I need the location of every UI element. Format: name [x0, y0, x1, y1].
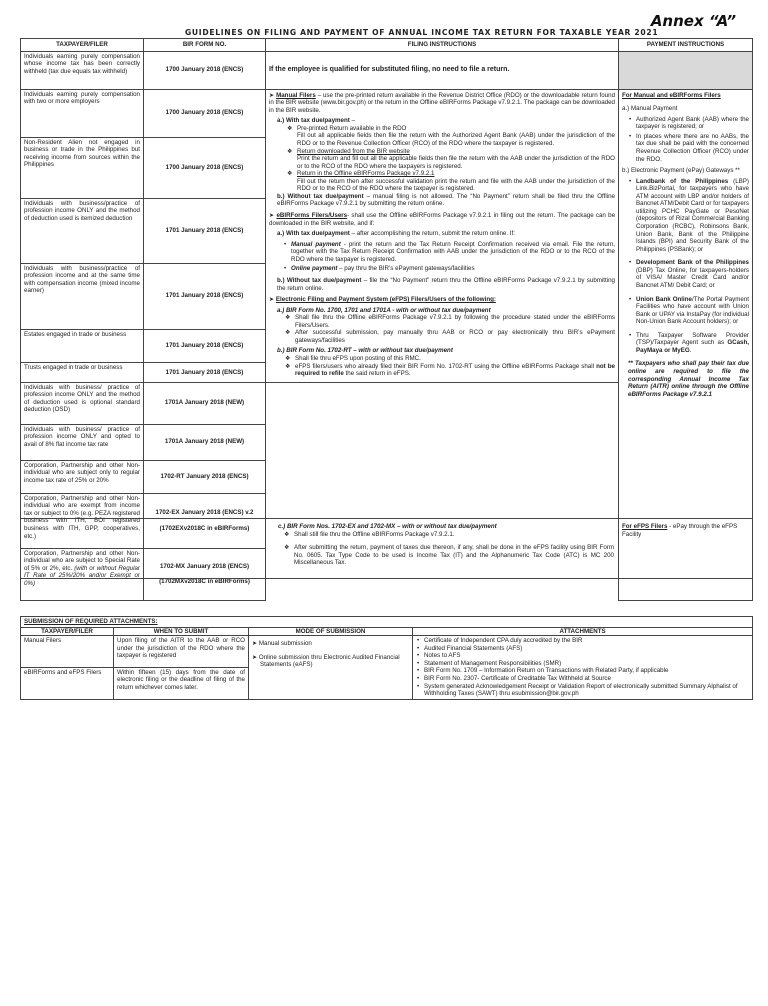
online-payment-text: – pay thru the BIR’s ePayment gateways/facilities: [337, 265, 475, 273]
att-list-cell: [413, 636, 753, 700]
efps-b-item-2-bold: not be required to refile: [295, 362, 615, 378]
filer-cell: Individuals earning purely compensation with two or more employers: [21, 89, 144, 137]
dbp-text: (DBP) Tax Online, for taxpayers-holders of VISA/ Master Credit Card and/or Bancnet ATM/ Debit Card; or: [636, 266, 749, 289]
table-row: [21, 636, 753, 668]
filing-instructions-manual-ebir: [266, 89, 619, 382]
form-number: 1702-MX January 2018 (ENCS): [159, 562, 250, 570]
filer-cell: Corporation, Partnership and other Non-individual who are exempt from income tax or subject to 0% (e.g. PEZA registered business with ITH, BOI registered business with ITH, GPP, cooperatives, etc.): [21, 493, 144, 548]
efps-c-item-2: ❖ After submitting the return, payment of taxes due thereon, if any, shall be done in the eFPS facility using BIR Form No. 0605. Tax Type Code to be used is Income Tax (IT) and the Alphanumeric Tax Code (ATC) is MC 200 Miscellaneous Tax.: [284, 544, 614, 567]
with-tax-due-label: a.) With tax due/payment: [277, 117, 350, 125]
attachments-title: SUBMISSION OF REQUIRED ATTACHMENTS:: [21, 617, 753, 628]
filer-cell: Individuals earning purely compensation whose income tax has been correctly withheld (tax due equals tax withheld): [21, 51, 144, 89]
online-payment-item: [291, 265, 615, 273]
efps-payment-label: For eFPS Filers: [622, 523, 668, 530]
filer-cell: Individuals with business/ practice of profession income ONLY and the method of deduction used is optional standard deduction (OSD): [21, 382, 144, 424]
col-header-form: BIR FORM NO.: [144, 39, 266, 52]
main-table-header: [21, 39, 753, 52]
list-item: • Statement of Management Responsibilities (SMR): [424, 660, 749, 668]
option-offline-package-text: Fill out the return then after successful validation print the return and file with the AAB under the jurisdiction of the RDO or to the RCO of the RDO where the taxpayer is registered.: [297, 177, 615, 193]
list-item: • Notes to AFS: [424, 652, 749, 660]
option-offline-package: ❖ Return in the Offline eBIRForms Package v7.9.2.1: [287, 170, 615, 178]
form-cell: 1700 January 2018 (ENCS): [144, 137, 266, 198]
manual-payment-text: - print the return and the Tax Return Receipt Confirmation received via email. File the return, together with the Tax Return Receipt Confirmation with AAB under the jurisdiction of the RDO or to the RCO of the RDO where the taxpayer is registered.: [291, 240, 615, 263]
efps-c-item-1: ❖ Shall still file thru the Offline eBIRForms Package v7.9.2.1.: [284, 531, 614, 539]
table-row: [21, 519, 753, 579]
table-row: [21, 89, 753, 137]
filer-cell: Individuals with business/ practice of profession income ONLY and opted to avail of 8% flat income tax rate: [21, 424, 144, 460]
ebir-with-tax-due-label: a.) With tax due/payment: [277, 230, 350, 238]
ebir-without-tax-due-text: – file the “No Payment” return thru the Offline eBIRForms Package v7.9.2.1 by submitting the return online.: [277, 276, 615, 292]
form-cell: 1700 January 2018 (ENCS): [144, 89, 266, 137]
filer-cell: Corporation, Partnership and other Non-individual who are subject only to regular income tax rate of 25% or 20%: [21, 460, 144, 493]
form-cell: 1701A January 2018 (NEW): [144, 382, 266, 424]
annex-label: Annex “A”: [650, 12, 736, 30]
online-payment-label: Online payment: [291, 265, 338, 273]
option-preprinted: ❖ Pre-printed Return available in the RDO: [287, 125, 615, 133]
online-payment-note: ** Taxpayers who shall pay their tax due online are required to file the corresponding Annual Income Tax Return (AITR) online through the Offline eBIRForms Package v7.9.2.1: [628, 360, 749, 398]
efps-filers-label: Electronic Filing and Payment System (eFPS) Filers/Users of the following:: [275, 296, 496, 304]
efps-continuation-table: [20, 518, 753, 579]
form-cell: 1700 January 2018 (ENCS): [144, 51, 266, 89]
manual-filers-label: Manual Filers: [276, 91, 316, 99]
filer-text: Corporation, Partnership and other Non-individual who are subject to Special Rate of 5% or 2%, etc.: [24, 549, 140, 572]
unionbank-item: [636, 296, 749, 326]
form-number: 1702-EX January 2018 (ENCS) v.2: [155, 509, 254, 517]
epay-heading: b.) Electronic Payment (ePay) Gateways **: [622, 167, 740, 175]
manual-payment-label: Manual payment: [291, 240, 341, 248]
rco-item: • In places where there are no AABs, the tax due shall be paid with the concerned Revenue Collection Officer (RCO) under the RDO.: [636, 133, 749, 163]
efps-b-item-2: [285, 363, 615, 378]
efps-a-item-1: ❖ Shall file thru the Offline eBIRForms Package v7.9.2.1 by following the procedure stated under the eBIRForms Filers/Users.: [285, 314, 615, 329]
efps-b-label: b.) BIR Form No. 1702-RT – with or without tax due/payment: [277, 347, 453, 355]
form-cell: 1702-RT January 2018 (ENCS): [144, 460, 266, 493]
substituted-filing-text: If the employee is qualified for substituted filing, no need to file a return.: [269, 65, 510, 73]
filer-cell: Non-Resident Alien not engaged in business or trade in the Philippines but receiving income from sources within the Philippines: [21, 137, 144, 198]
main-table: [20, 38, 753, 601]
landbank-label: Landbank of the Philippines: [636, 177, 729, 185]
option-preprinted-text: Fill out all applicable fields then file the return with the Authorized Agent Bank (AAB) under the jurisdiction of the RDO or to the Revenue Collection Officer (RCO) of the RDO where the taxpayer is registered.: [297, 132, 615, 147]
aab-item: • Authorized Agent Bank (AAB) where the taxpayer is registered; or: [636, 116, 749, 131]
list-item: • System generated Acknowledgement Receipt or Validation Report of electronically submitted Summary Alphalist of Withholding Taxes (SAWT) thru esubmission@bir.gov.ph: [424, 683, 749, 698]
manual-payment-item: [291, 241, 615, 264]
landbank-item: [636, 178, 749, 254]
col-header-filing: FILING INSTRUCTIONS: [266, 39, 619, 52]
att-header-attachments: ATTACHMENTS: [413, 627, 753, 636]
without-tax-due-text: – manual filing is not allowed. The “No Payment” return shall be filed thru the Offline eBIRForms Package v7.9.2.1 by submitting the return online.: [277, 192, 615, 208]
ebirforms-filers-label: eBIRForms Filers/Users: [276, 212, 348, 219]
att-mode-online: Online submission thru Electronic Audited Financial Statements (eAFS): [258, 653, 400, 669]
att-header-filer: TAXPAYER/FILER: [21, 627, 114, 636]
with-tax-due-dash: –: [349, 117, 356, 125]
tsp-end: .: [689, 346, 692, 354]
form-number-ebir: (1702EXv2018C in eBIRForms): [159, 524, 250, 532]
efps-c-instructions: [266, 519, 619, 579]
efps-b-item-1: ❖ Shall file thru eFPS upon posting of this RMC.: [285, 355, 615, 363]
dbp-label: Development Bank of the Philippines: [636, 259, 749, 267]
empty-cell: [21, 519, 144, 579]
tsp-text: Thru Taxpayer Software Provider (TSP)/Taxpayer Agent such as: [636, 331, 749, 347]
efps-payment-text: - ePay through the eFPS Facility: [622, 523, 738, 538]
att-mode-cell: [249, 636, 413, 700]
filer-cell: Individuals with business/practice of profession income and at the same time with compensation income (mixed income earner): [21, 263, 144, 329]
empty-cell: [144, 519, 266, 579]
payment-heading: For Manual and eBIRForms Filers: [622, 91, 721, 99]
dbp-item: [636, 259, 749, 289]
att-header-mode: MODE OF SUBMISSION: [249, 627, 413, 636]
attachments-header: [21, 627, 753, 636]
form-cell: 1701 January 2018 (ENCS): [144, 198, 266, 263]
manual-payment-heading: a.) Manual Payment: [622, 105, 678, 113]
att-when-ebir: Within fifteen (15) days from the date of electronic filing or the deadline of filing of the return whichever comes later.: [114, 667, 249, 699]
ebirforms-filers-text: - shall use the Offline eBIRForms Package v7.9.2.1 in filing out the return. The package can be downloaded in the BIR website, and if:: [269, 212, 616, 227]
filer-cell: Estates engaged in trade or business: [21, 329, 144, 362]
attachments-list: [416, 637, 749, 698]
att-filer-manual: Manual Filers: [21, 636, 114, 668]
form-number-ebir: (1702MXv2018C in eBIRForms): [159, 578, 250, 586]
landbank-text: (LBP) Link.BizPortal, for taxpayers who have ATM account with LBP and/or holders of Bancnet ATM/Debit Card or for taxpayers utilizing PCHC PayGate or PesoNet (depositors of Rizal Commercial Banking Corporation (RCBC), Robinsons Bank, Union Bank, Bank of the Philippine Islands (BPI) and Security Bank of the Philippines (PSBank); or: [636, 177, 749, 253]
filer-cell: Individuals with business/practice of profession income ONLY and the method of deduction used is itemized deduction: [21, 198, 144, 263]
document-title: GUIDELINES ON FILING AND PAYMENT OF ANNUAL INCOME TAX RETURN FOR TAXABLE YEAR 2021: [185, 28, 659, 37]
without-tax-due-label: b.) Without tax due/payment: [277, 192, 364, 200]
tsp-item: [636, 332, 749, 355]
unionbank-text: /The Portal Payment Facilities who have account with Union Bank or UPAY via InstaPay (for individual Non-Union Bank Account holders); or: [636, 295, 749, 326]
att-filer-ebir: eBIRForms and eFPS Filers: [21, 667, 114, 699]
unionbank-label: Union Bank Online: [636, 295, 692, 303]
payment-blank-cell: [619, 51, 753, 89]
attachments-table: [20, 616, 753, 700]
manual-filers-text: – use the pre-printed return available in the Revenue District Office (RDO) or the downloadable return found in the BIR website (www.bir.gov.ph) or the return in the Offline eBIRForms Package v7.9.2.1. The package can be downloaded in the BIR website.: [269, 91, 616, 114]
att-when-manual: Upon filing of the AITR to the AAB or RCO under the jurisdiction of the RDO where the taxpayer is registered: [114, 636, 249, 668]
list-item: • BIR Form No. 2307- Certificate of Creditable Tax Withheld at Source: [424, 675, 749, 683]
substituted-filing-note: [266, 51, 619, 89]
ebir-with-tax-due-text: – after accomplishing the return, submit the return online. If:: [349, 230, 515, 238]
form-cell: 1701 January 2018 (ENCS): [144, 263, 266, 329]
col-header-filer: TAXPAYER/FILER: [21, 39, 144, 52]
tsp-bold: GCash, PayMaya or MyEG: [636, 339, 749, 354]
efps-b-item-2-text: eFPS filers/users who already filed their BIR Form No. 1702-RT using the Offline eBIRForms Package shall: [295, 362, 597, 370]
att-header-when: WHEN TO SUBMIT: [114, 627, 249, 636]
form-cell: 1701 January 2018 (ENCS): [144, 329, 266, 362]
option-downloaded-text: Print the return and fill out all the applicable fields then file the return with the AAB under the jurisdiction of the RDO or to the RCO of the RDO where the taxpayers is registered.: [297, 155, 615, 170]
ebir-without-tax-due-label: b.) Without tax due/payment: [277, 276, 362, 284]
efps-a-label: a.) BIR Form No. 1700, 1701 and 1701A - with or without tax due/payment: [277, 306, 491, 314]
efps-payment-cell: [619, 519, 753, 579]
efps-b-item-2-end: the said return in eFPS.: [343, 370, 411, 378]
form-cell: 1701A January 2018 (NEW): [144, 424, 266, 460]
list-item: • Audited Financial Statements (AFS): [424, 645, 749, 653]
filer-cell: Trusts engaged in trade or business: [21, 363, 144, 383]
table-row: [21, 51, 753, 89]
list-item: • Certificate of Independent CPA duly accredited by the BIR: [424, 637, 749, 645]
option-downloaded: ❖ Return downloaded from the BIR website: [287, 148, 615, 156]
filer-text-italic: (with or without Regular IT Rate of 25%/20% and/or Exempt or 0%): [24, 564, 140, 587]
col-header-payment: PAYMENT INSTRUCTIONS: [619, 39, 753, 52]
efps-a-item-2: ❖ After successful submission, pay manually thru AAB or RCO or pay electronically thru BIR’s ePayment gateways/facilities: [285, 329, 615, 344]
att-mode-manual: Manual submission: [258, 640, 312, 648]
form-cell: 1701 January 2018 (ENCS): [144, 363, 266, 383]
list-item: • BIR Form No. 1709 – Information Return on Transactions with Related Party, if applicable: [424, 667, 749, 675]
efps-c-label: c.) BIR Form Nos. 1702-EX and 1702-MX – with or without tax due/payment: [278, 523, 497, 530]
